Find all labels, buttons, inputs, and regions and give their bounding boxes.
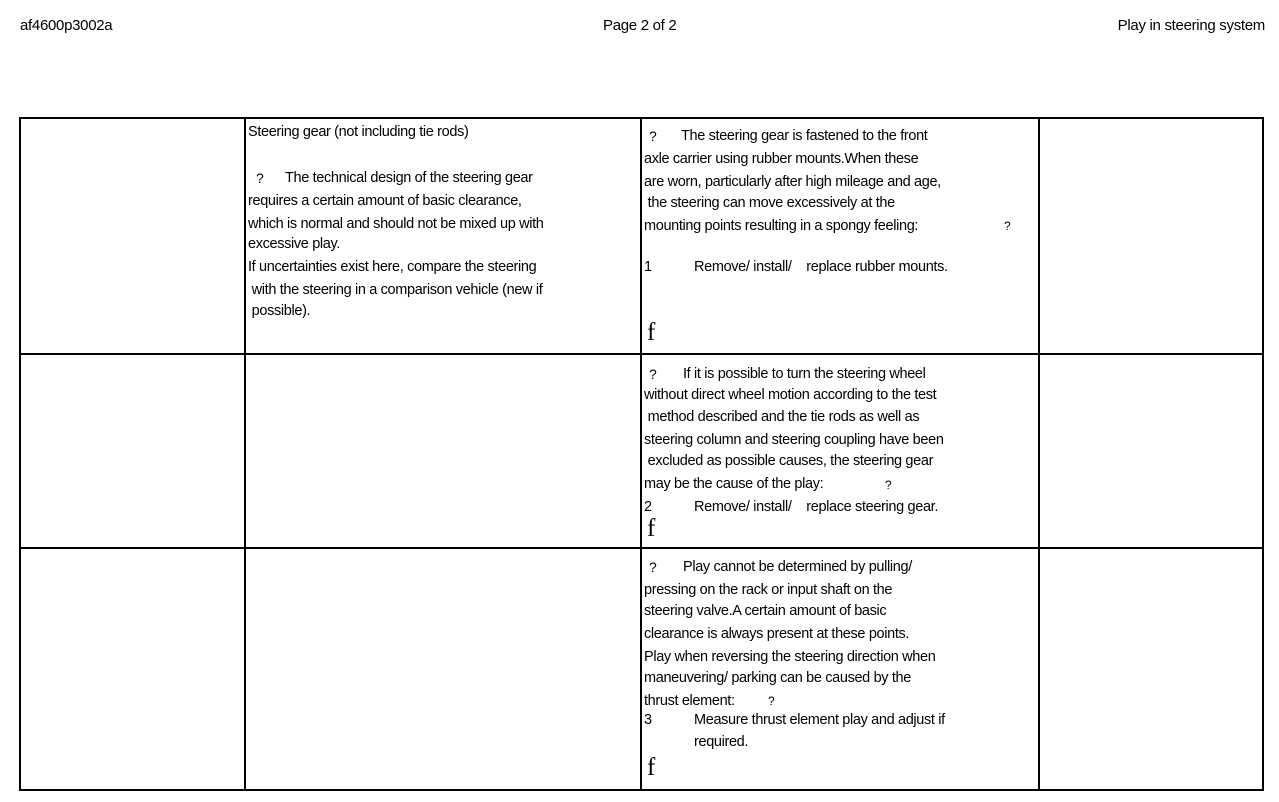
- cause-line: thrust element:: [644, 693, 735, 709]
- cause-line: If it is possible to turn the steering wheel: [683, 366, 926, 382]
- cause-line: Play cannot be determined by pulling/: [683, 559, 912, 575]
- column-divider: [640, 119, 642, 789]
- row-divider: [21, 353, 1262, 355]
- cause-line: The steering gear is fastened to the front: [681, 128, 928, 144]
- pointer-mark-icon: f: [647, 515, 656, 542]
- cause-line: are worn, particularly after high mileage and age,: [644, 174, 941, 190]
- row-divider: [21, 547, 1262, 549]
- cause-line: without direct wheel motion according to the test: [644, 387, 937, 403]
- step-number: 3: [644, 712, 652, 728]
- step-text[interactable]: Remove/ install/ replace steering gear.: [694, 499, 939, 515]
- component-line: excessive play.: [248, 236, 340, 252]
- cause-line: clearance is always present at these points.: [644, 626, 910, 642]
- reference-icon: ?: [885, 478, 892, 492]
- step-number: 1: [644, 259, 652, 275]
- cause-line: the steering can move excessively at the: [644, 195, 895, 211]
- cause-line: Play when reversing the steering direction when: [644, 649, 936, 665]
- document-topic: Play in steering system: [1117, 17, 1265, 34]
- document-id: af4600p3002a: [20, 17, 113, 34]
- cause-line: axle carrier using rubber mounts.When these: [644, 151, 919, 167]
- step-number: 2: [644, 499, 652, 515]
- cause-line: pressing on the rack or input shaft on the: [644, 582, 893, 598]
- cause-line: method described and the tie rods as well as: [644, 409, 920, 425]
- component-title: Steering gear (not including tie rods): [248, 124, 469, 140]
- component-line: requires a certain amount of basic clearance,: [248, 193, 522, 209]
- cause-line: excluded as possible causes, the steering gear: [644, 453, 934, 469]
- diagnosis-table: [19, 117, 1264, 791]
- reference-icon: ?: [768, 694, 775, 708]
- bullet-icon: ?: [256, 170, 264, 186]
- bullet-icon: ?: [649, 366, 657, 382]
- step-text[interactable]: Remove/ install/ replace rubber mounts.: [694, 259, 948, 275]
- page-number: Page 2 of 2: [603, 17, 677, 34]
- component-line: possible).: [248, 303, 311, 319]
- column-divider: [244, 119, 246, 789]
- reference-icon: ?: [1004, 219, 1011, 233]
- step-text[interactable]: Measure thrust element play and adjust if: [694, 712, 945, 728]
- pointer-mark-icon: f: [647, 754, 656, 781]
- pointer-mark-icon: f: [647, 319, 656, 346]
- bullet-icon: ?: [649, 559, 657, 575]
- cause-line: may be the cause of the play:: [644, 476, 824, 492]
- component-line: If uncertainties exist here, compare the steering: [248, 259, 537, 275]
- cause-line: maneuvering/ parking can be caused by the: [644, 670, 911, 686]
- cause-line: steering column and steering coupling have been: [644, 432, 944, 448]
- component-line: with the steering in a comparison vehicle (new if: [248, 282, 543, 298]
- cause-line: steering valve.A certain amount of basic: [644, 603, 887, 619]
- component-line: The technical design of the steering gear: [285, 170, 533, 186]
- step-text[interactable]: required.: [694, 734, 749, 750]
- column-divider: [1038, 119, 1040, 789]
- component-line: which is normal and should not be mixed up with: [248, 216, 544, 232]
- cause-line: mounting points resulting in a spongy feeling:: [644, 218, 919, 234]
- bullet-icon: ?: [649, 128, 657, 144]
